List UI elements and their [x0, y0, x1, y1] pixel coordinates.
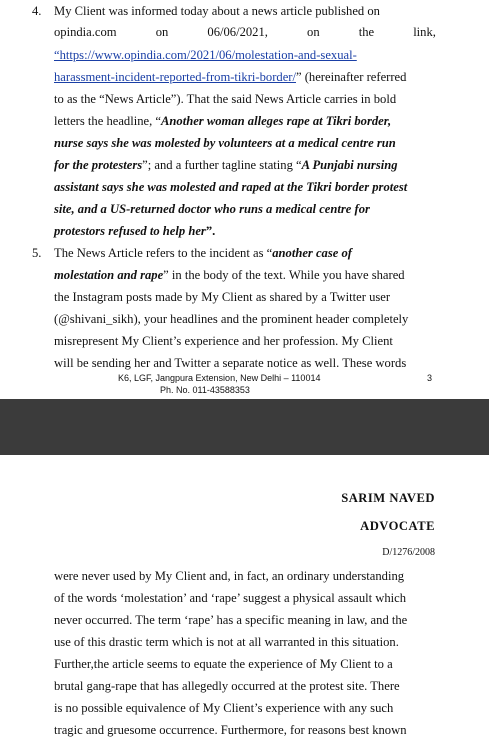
tagline-text-1: A Punjabi nursing	[301, 158, 398, 172]
body-line-2: of the words ‘molestation’ and ‘rape’ suggest a physical assault which	[54, 591, 407, 605]
item-4-line-1: My Client was informed today about a news article published on	[54, 4, 380, 18]
item-5-line-6: will be sending her and Twitter a separate notice as well. These words	[54, 356, 407, 370]
body-line-4: use of this drastic term which is not at all warranted in this situation.	[54, 635, 399, 649]
body-line-7: is no possible equivalence of My Client’s experience with any such	[54, 701, 394, 715]
quoted-phrase-2: molestation and rape	[54, 268, 164, 282]
headline-intro: letters the headline, “	[54, 114, 161, 128]
item-4-line-8	[54, 154, 398, 176]
item-5-line-5: misrepresent My Client’s experience and her profession. My Client	[54, 334, 393, 348]
document-page-4	[0, 455, 489, 741]
item-4-number: 4.	[32, 4, 42, 18]
advocate-name: SARIM NAVED	[341, 491, 435, 505]
tagline-text-2: assistant says she was molested and raped at the Tikri border protest	[54, 180, 408, 194]
tagline-text-4: protestors refused to help her	[54, 224, 206, 238]
body-line-5: Further,the article seems to equate the experience of My Client to a	[54, 657, 393, 671]
advocate-title: ADVOCATE	[360, 519, 435, 533]
item-4-line-5: to as the “News Article”). That the said News Article carries in bold	[54, 92, 397, 106]
page-separator	[0, 399, 489, 455]
body-line-3: never occurred. The term ‘rape’ has a specific meaning in law, and the	[54, 613, 408, 627]
publish-date: 06/06/2021,	[207, 25, 268, 39]
headline-text-2: nurse says she was molested by volunteers at a medical centre run	[54, 136, 396, 150]
news-article-link-part-2[interactable]: harassment-incident-reported-from-tikri-border/	[54, 70, 296, 84]
tagline-intro: ”; and a further tagline stating “	[142, 158, 302, 172]
page-number: 3	[427, 373, 433, 383]
footer-address: K6, LGF, Jangpura Extension, New Delhi – 110014	[118, 373, 321, 383]
item-4-line-11: protestors refused to help her”.	[54, 224, 216, 238]
item-4-line-2	[54, 21, 436, 43]
item-5-line-3: the Instagram posts made by My Client as shared by a Twitter user	[54, 290, 391, 304]
word-link: link,	[413, 25, 436, 39]
footer-phone: Ph. No. 011-43588353	[160, 385, 250, 395]
item-4-line-6	[54, 110, 391, 132]
item-4-line-4	[54, 66, 406, 88]
body-line-6: brutal gang-rape that has allegedly occurred at the protest site. There	[54, 679, 400, 693]
item-4-line-3[interactable]	[54, 44, 357, 66]
headline-text-1: Another woman alleges rape at Tikri border,	[161, 114, 392, 128]
word-the: the	[358, 25, 375, 39]
link-trailing-text: ” (hereinafter referred	[295, 70, 407, 84]
quoted-phrase-1: another case of	[272, 246, 352, 260]
item-5-line-4: (@shivani_sikh), your headlines and the prominent header completely	[54, 312, 409, 326]
headline-text-3: for the protesters	[54, 158, 143, 172]
body-line-8: tragic and gruesome occurrence. Furthermore, for reasons best known	[54, 723, 407, 737]
tagline-text-3: site, and a US-returned doctor who runs a medical centre for	[54, 202, 370, 216]
body-line-1: were never used by My Client and, in fact, an ordinary understanding	[54, 569, 405, 583]
item-5-number: 5.	[32, 246, 42, 260]
word-on-2: on	[307, 25, 320, 39]
item-5-line-2: molestation and rape” in the body of the text. While you have shared	[54, 268, 405, 282]
registration-number: D/1276/2008	[382, 547, 435, 558]
site-name: opindia.com	[54, 25, 117, 39]
item-5-line-1: The News Article refers to the incident as “another case of	[54, 246, 352, 260]
word-on: on	[155, 25, 169, 39]
news-article-link-part-1[interactable]: “https://www.opindia.com/2021/06/molestation-and-sexual-	[54, 48, 357, 62]
